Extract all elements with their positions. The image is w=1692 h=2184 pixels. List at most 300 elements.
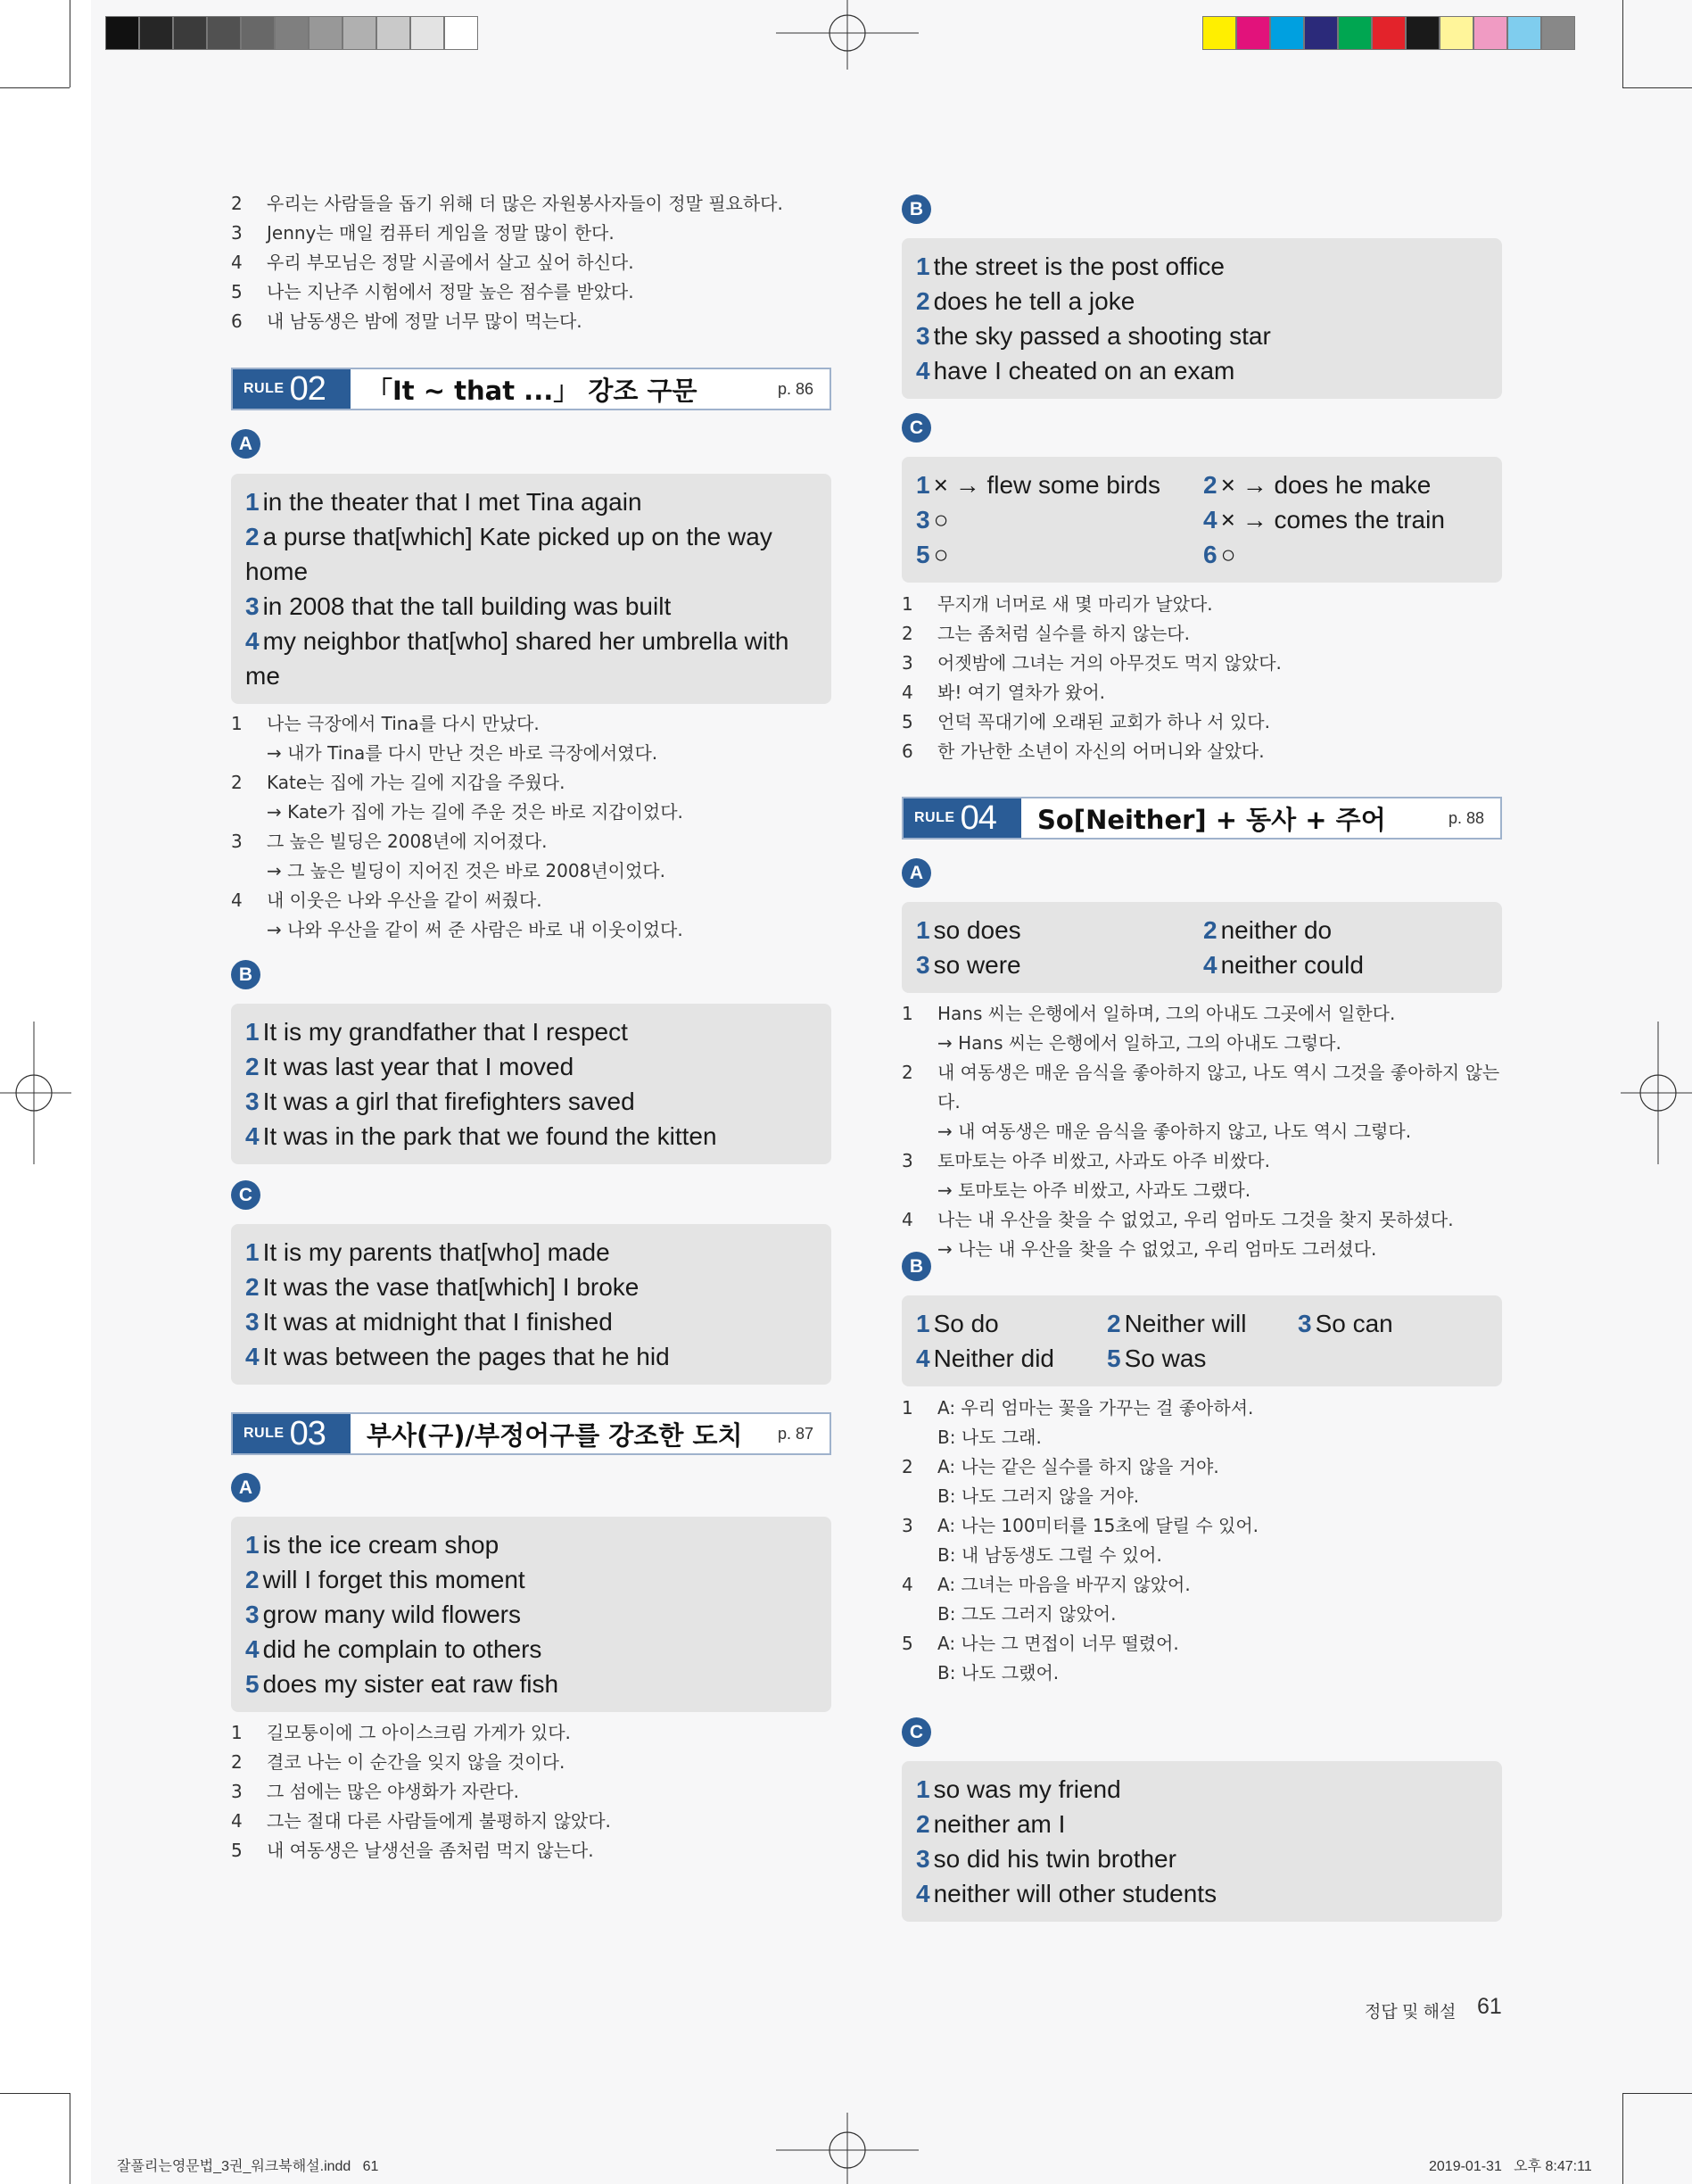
translation-line (231, 1718, 831, 1748)
color-swatch (139, 16, 173, 50)
answer-box (902, 1761, 1502, 1922)
answer-number: 3 (916, 506, 930, 534)
translation-line (902, 1600, 1502, 1629)
translation-number: 5 (902, 1633, 913, 1654)
footer-section-title: 정답 및 해설 (1365, 2003, 1457, 2022)
translation-number: 4 (902, 1209, 913, 1230)
translation-text: Kate는 집에 가는 길에 지갑을 주웠다. (267, 772, 565, 793)
translation-text: 길모퉁이에 그 아이스크림 가게가 있다. (267, 1722, 571, 1743)
answer-box (902, 457, 1502, 583)
answer-number: 3 (245, 1308, 260, 1336)
translation-line (902, 1423, 1502, 1452)
color-swatch (376, 16, 410, 50)
answer-text: neither could (1220, 951, 1364, 979)
color-swatch (1202, 16, 1236, 50)
translation-line (902, 1176, 1502, 1205)
translation-number (231, 915, 267, 945)
translation-text: 토마토는 아주 비쌌고, 사과도 아주 비쌌다. (937, 1150, 1270, 1171)
answer-item (916, 467, 1203, 502)
answer-text: the sky passed a shooting star (933, 322, 1271, 350)
answer-item (1203, 947, 1488, 982)
color-swatch (343, 16, 376, 50)
translation-number: 3 (231, 222, 243, 244)
answer-number: 3 (916, 322, 930, 350)
answer-item (245, 1562, 817, 1597)
answer-item (916, 1807, 1488, 1841)
translation-text: 내 이웃은 나와 우산을 같이 써줬다. (267, 889, 542, 911)
answer-text: so was my friend (933, 1775, 1121, 1803)
color-swatch (1507, 16, 1541, 50)
translation-text: 내 남동생은 밤에 정말 너무 많이 먹는다. (267, 310, 582, 332)
answer-item (1203, 502, 1488, 537)
translation-text: Jenny는 매일 컴퓨터 게임을 정말 많이 한다. (267, 222, 615, 244)
translation-line (902, 1452, 1502, 1482)
color-swatch (1541, 16, 1575, 50)
section-04-c (902, 1717, 1502, 1922)
translation-text: → 토마토는 아주 비쌌고, 사과도 그랬다. (937, 1179, 1251, 1201)
registration-mark-icon (1621, 1022, 1692, 1164)
answer-number: 2 (916, 1810, 930, 1838)
answer-text: does he tell a joke (933, 287, 1135, 315)
translation-number (902, 1600, 937, 1629)
answer-number: 4 (245, 1122, 260, 1150)
answer-item (245, 1235, 817, 1270)
translation-line (902, 1570, 1502, 1600)
translation-text: → 나와 우산을 같이 써 준 사람은 바로 내 이웃이었다. (267, 919, 683, 940)
answer-text: × → does he make (1220, 471, 1432, 499)
color-swatch (1440, 16, 1473, 50)
color-swatch (1338, 16, 1372, 50)
translation-line (902, 1117, 1502, 1146)
answer-text: neither will other students (933, 1880, 1217, 1907)
color-swatch (1372, 16, 1406, 50)
section-badge: B (902, 1252, 931, 1281)
translation-list (231, 709, 831, 945)
answer-number: 4 (1203, 951, 1217, 979)
answer-number: 3 (916, 1845, 930, 1873)
translation-text: 언덕 꼭대기에 오래된 교회가 하나 서 있다. (937, 711, 1270, 732)
answer-text: ○ (933, 506, 949, 534)
translation-number (902, 1482, 937, 1511)
translation-number: 4 (231, 252, 243, 273)
translation-text: → 내 여동생은 매운 음식을 좋아하지 않고, 나도 역시 그렇다. (937, 1121, 1412, 1142)
answer-item (1203, 467, 1488, 502)
answer-item (916, 502, 1203, 537)
answer-number: 1 (916, 1310, 930, 1337)
answer-box (902, 238, 1502, 399)
translation-text: 내 여동생은 매운 음식을 좋아하지 않고, 나도 역시 그것을 좋아하지 않는다. (937, 1062, 1500, 1113)
translation-number (231, 856, 267, 886)
answer-item (245, 1597, 817, 1632)
answer-text: So do (933, 1310, 999, 1337)
answer-item (916, 1876, 1488, 1911)
answer-text: It was at midnight that I finished (262, 1308, 613, 1336)
answer-item (245, 484, 817, 519)
answer-number: 1 (245, 1531, 260, 1559)
answer-text: will I forget this moment (262, 1566, 525, 1593)
translation-number: 4 (231, 889, 243, 911)
answer-item (1203, 537, 1488, 572)
translation-text: B: 나도 그랬어. (937, 1662, 1060, 1684)
translation-list (902, 999, 1502, 1264)
answer-item (245, 519, 817, 589)
answer-number: 5 (1107, 1344, 1121, 1372)
translation-text: 나는 내 우산을 찾을 수 없었고, 우리 엄마도 그것을 찾지 못하셨다. (937, 1209, 1454, 1230)
answer-text: neither do (1220, 916, 1333, 944)
color-swatch (444, 16, 478, 50)
rule-page-ref: p. 88 (1448, 808, 1484, 827)
translation-number: 5 (902, 711, 913, 732)
translation-line (902, 1394, 1502, 1423)
answer-item (916, 353, 1488, 388)
translation-text: 우리는 사람들을 돕기 위해 더 많은 자원봉사자들이 정말 필요하다. (267, 193, 783, 214)
translation-text: 결코 나는 이 순간을 잊지 않을 것이다. (267, 1751, 565, 1773)
translation-text: A: 그녀는 마음을 바꾸지 않았어. (937, 1574, 1191, 1595)
left-intro-translations (231, 189, 831, 336)
answer-text: It was between the pages that he hid (262, 1343, 670, 1370)
section-badge: B (231, 960, 260, 989)
color-swatch (1473, 16, 1507, 50)
translation-text: → Kate가 집에 가는 길에 주운 것은 바로 지갑이었다. (267, 801, 683, 823)
translation-line (902, 1659, 1502, 1688)
translation-number: 6 (231, 310, 243, 332)
section-badge: A (231, 1473, 260, 1502)
answer-number: 4 (245, 627, 260, 655)
crop-mark (1622, 2093, 1623, 2184)
rule-number: 02 (289, 370, 326, 408)
answer-number: 1 (916, 1775, 930, 1803)
answer-number: 1 (916, 252, 930, 280)
translation-list (231, 1718, 831, 1866)
answer-number: 3 (245, 1088, 260, 1115)
color-swatch (309, 16, 343, 50)
answer-text: × → flew some birds (933, 471, 1160, 499)
translation-line (902, 1146, 1502, 1176)
translation-number (902, 1659, 937, 1688)
section-02-b (231, 960, 831, 1164)
rule-title: So[Neither] + 동사 + 주어 (1037, 804, 1386, 835)
section-02-c (231, 1180, 831, 1385)
translation-text: 어젯밤에 그녀는 거의 아무것도 먹지 않았다. (937, 652, 1282, 674)
answer-number: 2 (245, 1273, 260, 1301)
rule-title: 부사(구)/부정어구를 강조한 도치 (367, 1419, 743, 1451)
section-badge: C (231, 1180, 260, 1210)
translation-number: 4 (902, 682, 913, 703)
translation-number (902, 1541, 937, 1570)
translation-text: B: 나도 그래. (937, 1427, 1042, 1448)
color-swatch (207, 16, 241, 50)
translation-text: A: 우리 엄마는 꽃을 가꾸는 걸 좋아하셔. (937, 1397, 1254, 1419)
section-02-a (231, 429, 831, 704)
translation-text: 내 여동생은 날생선을 좀처럼 먹지 않는다. (267, 1840, 594, 1861)
answer-number: 1 (916, 471, 930, 499)
answer-item (916, 249, 1488, 284)
answer-box (902, 1295, 1502, 1386)
translation-list (902, 1394, 1502, 1688)
answer-item (245, 1084, 817, 1119)
translation-text: 그는 절대 다른 사람들에게 불평하지 않았다. (267, 1810, 611, 1832)
answer-text: so did his twin brother (933, 1845, 1176, 1873)
registration-mark-icon (776, 2113, 919, 2184)
answer-box (902, 902, 1502, 993)
answer-item (245, 1339, 817, 1374)
answer-item (245, 1632, 817, 1667)
translation-number: 4 (902, 1574, 913, 1595)
answer-number: 4 (916, 1880, 930, 1907)
translation-line (902, 1058, 1502, 1117)
translation-line (231, 798, 831, 827)
translation-text: 그 높은 빌딩은 2008년에 지어졌다. (267, 831, 548, 852)
translation-text: A: 나는 그 면접이 너무 떨렸어. (937, 1633, 1179, 1654)
answer-number: 2 (1107, 1310, 1121, 1337)
translation-number: 1 (902, 593, 913, 615)
process-color-bar (1202, 16, 1575, 50)
color-swatch (275, 16, 309, 50)
rule-page-ref: p. 87 (777, 1424, 813, 1443)
registration-mark-icon (0, 1022, 71, 1164)
rule-number: 04 (960, 799, 996, 837)
file-name-slug: 잘풀리는영문법_3권_워크북해설.indd 61 (117, 2159, 379, 2174)
answer-item (916, 284, 1488, 318)
answer-number: 3 (245, 592, 260, 620)
rule-04-header (902, 797, 1502, 840)
section-03-b (902, 194, 1502, 399)
translation-line (231, 1836, 831, 1866)
answer-text: a purse that[which] Kate picked up on the way home (245, 523, 772, 585)
translation-line (902, 1511, 1502, 1541)
answer-item (245, 1527, 817, 1562)
answer-item (245, 1119, 817, 1154)
color-swatch (1236, 16, 1270, 50)
answer-item (245, 1667, 817, 1701)
answer-number: 2 (245, 1053, 260, 1080)
answer-item (916, 1841, 1488, 1876)
crop-mark (1622, 87, 1692, 88)
translation-number: 1 (902, 1397, 913, 1419)
answer-item (916, 1772, 1488, 1807)
answer-text: have I cheated on an exam (933, 357, 1235, 385)
answer-number: 4 (245, 1343, 260, 1370)
section-03-c (902, 413, 1502, 583)
translation-text: 우리 부모님은 정말 시골에서 살고 싶어 하신다. (267, 252, 634, 273)
answer-number: 4 (916, 1344, 930, 1372)
answer-item (1107, 1341, 1298, 1376)
rule-page-ref: p. 86 (777, 379, 813, 398)
translation-line (902, 707, 1502, 737)
translation-number: 2 (902, 623, 913, 644)
answer-number: 3 (245, 1601, 260, 1628)
rule-02-header (231, 368, 831, 410)
answer-box (231, 1517, 831, 1712)
answer-number: 4 (1203, 506, 1217, 534)
translation-number: 2 (902, 1062, 913, 1083)
translation-number (902, 1423, 937, 1452)
answer-item (1298, 1306, 1488, 1341)
translation-number: 3 (902, 1515, 913, 1536)
rule-number: 03 (289, 1415, 326, 1452)
answer-box (231, 474, 831, 704)
translation-line (902, 1482, 1502, 1511)
translation-number: 2 (902, 1456, 913, 1477)
translation-line (902, 999, 1502, 1029)
color-swatch (1270, 16, 1304, 50)
section-03-a (231, 1473, 831, 1712)
translation-text: 나는 극장에서 Tina를 다시 만났다. (267, 713, 540, 734)
answer-item (245, 1304, 817, 1339)
answer-item (245, 1014, 817, 1049)
translation-number: 2 (231, 772, 243, 793)
rule-label: RULE (914, 810, 955, 825)
translation-number: 5 (231, 281, 243, 302)
answer-number: 5 (245, 1670, 260, 1698)
answer-number: 3 (1298, 1310, 1312, 1337)
answer-box (231, 1224, 831, 1385)
translation-text: → Hans 씨는 은행에서 일하고, 그의 아내도 그렇다. (937, 1032, 1341, 1054)
translation-line (231, 277, 831, 307)
gray-color-bar (105, 16, 478, 50)
answer-item (245, 1049, 817, 1084)
translation-number (902, 1176, 937, 1205)
translation-number: 5 (231, 1840, 243, 1861)
translation-line (902, 1541, 1502, 1570)
answer-number: 6 (1203, 541, 1217, 568)
color-swatch (410, 16, 444, 50)
translation-number (231, 739, 267, 768)
translation-line (231, 1807, 831, 1836)
answer-number: 2 (245, 523, 260, 550)
section-04-b (902, 1252, 1502, 1386)
section-badge: B (902, 194, 931, 224)
translation-line (231, 827, 831, 856)
translation-number (902, 1029, 937, 1058)
answer-text: so were (933, 951, 1021, 979)
translation-text: → 그 높은 빌딩이 지어진 것은 바로 2008년이었다. (267, 860, 665, 881)
answer-text: It was a girl that firefighters saved (262, 1088, 635, 1115)
translation-text: Hans 씨는 은행에서 일하며, 그의 아내도 그곳에서 일한다. (937, 1003, 1396, 1024)
section-badge: A (231, 429, 260, 459)
translation-line (231, 1748, 831, 1777)
rule-03-header (231, 1412, 831, 1455)
answer-number: 4 (245, 1635, 260, 1663)
translation-number: 2 (231, 193, 243, 214)
answer-number: 2 (245, 1566, 260, 1593)
answer-item (1107, 1306, 1298, 1341)
crop-mark (1622, 0, 1623, 87)
translation-number: 3 (231, 831, 243, 852)
answer-item (245, 589, 817, 624)
translation-line (231, 219, 831, 248)
translation-number: 3 (902, 652, 913, 674)
translation-text: B: 내 남동생도 그럴 수 있어. (937, 1544, 1162, 1566)
answer-item (916, 318, 1488, 353)
translation-text: 한 가난한 소년이 자신의 어머니와 살았다. (937, 740, 1265, 762)
answer-text: Neither did (933, 1344, 1054, 1372)
translation-line (231, 768, 831, 798)
section-04-a (902, 858, 1502, 993)
answer-item (916, 537, 1203, 572)
answer-text: It was in the park that we found the kitten (262, 1122, 717, 1150)
answer-number: 2 (916, 287, 930, 315)
answer-text: ○ (933, 541, 949, 568)
answer-text: neither am I (933, 1810, 1066, 1838)
translation-text: 봐! 여기 열차가 왔어. (937, 682, 1106, 703)
section-badge: C (902, 413, 931, 443)
translation-number: 1 (231, 1722, 243, 1743)
translation-number: 1 (902, 1003, 913, 1024)
answer-number: 3 (916, 951, 930, 979)
answer-text: It is my grandfather that I respect (262, 1018, 628, 1046)
translation-number (902, 1117, 937, 1146)
answer-number: 2 (1203, 916, 1217, 944)
answer-text: in 2008 that the tall building was built (262, 592, 672, 620)
translation-line (231, 739, 831, 768)
answer-text: ○ (1220, 541, 1236, 568)
translation-line (902, 590, 1502, 619)
answer-text: It was last year that I moved (262, 1053, 574, 1080)
translation-line (902, 649, 1502, 678)
answer-text: So was (1124, 1344, 1207, 1372)
translation-line (902, 1629, 1502, 1659)
answer-item (245, 624, 817, 693)
translation-line (902, 678, 1502, 707)
answer-number: 1 (916, 916, 930, 944)
answer-number: 2 (1203, 471, 1217, 499)
answer-item (916, 913, 1203, 947)
print-timestamp: 2019-01-31 오후 8:47:11 (1429, 2159, 1592, 2174)
color-swatch (173, 16, 207, 50)
page-number: 61 (1477, 1994, 1502, 2019)
translation-line (231, 1777, 831, 1807)
answer-number: 5 (916, 541, 930, 568)
translation-text: B: 그도 그러지 않았어. (937, 1603, 1117, 1625)
answer-number: 1 (245, 488, 260, 516)
translation-line (231, 856, 831, 886)
translation-line (231, 915, 831, 945)
answer-text: in the theater that I met Tina again (262, 488, 642, 516)
rule-title: 「It ~ that ...」 강조 구문 (367, 375, 697, 406)
section-badge: A (902, 858, 931, 888)
translation-number: 1 (231, 713, 243, 734)
registration-mark-icon (776, 0, 919, 71)
translation-line (231, 886, 831, 915)
translation-line (902, 1029, 1502, 1058)
translation-line (231, 189, 831, 219)
translation-line (902, 737, 1502, 766)
answer-item (916, 1306, 1107, 1341)
answer-item (245, 1270, 817, 1304)
answer-number: 4 (916, 357, 930, 385)
translation-text: 나는 지난주 시험에서 정말 높은 점수를 받았다. (267, 281, 634, 302)
translation-text: B: 나도 그러지 않을 거야. (937, 1485, 1140, 1507)
answer-item (1203, 913, 1488, 947)
translation-text: 무지개 너머로 새 몇 마리가 날았다. (937, 593, 1213, 615)
color-swatch (1304, 16, 1338, 50)
answer-text: Neither will (1124, 1310, 1247, 1337)
translation-number: 2 (231, 1751, 243, 1773)
answer-text: It is my parents that[who] made (262, 1238, 610, 1266)
translation-number: 6 (902, 740, 913, 762)
section-badge: C (902, 1717, 931, 1747)
answer-text: grow many wild flowers (262, 1601, 521, 1628)
translation-number: 3 (231, 1781, 243, 1802)
rule-label: RULE (243, 1426, 285, 1441)
answer-number: 1 (245, 1238, 260, 1266)
color-swatch (1406, 16, 1440, 50)
translation-text: A: 나는 같은 실수를 하지 않을 거야. (937, 1456, 1219, 1477)
answer-box (231, 1004, 831, 1164)
answer-number: 1 (245, 1018, 260, 1046)
translation-number: 3 (902, 1150, 913, 1171)
